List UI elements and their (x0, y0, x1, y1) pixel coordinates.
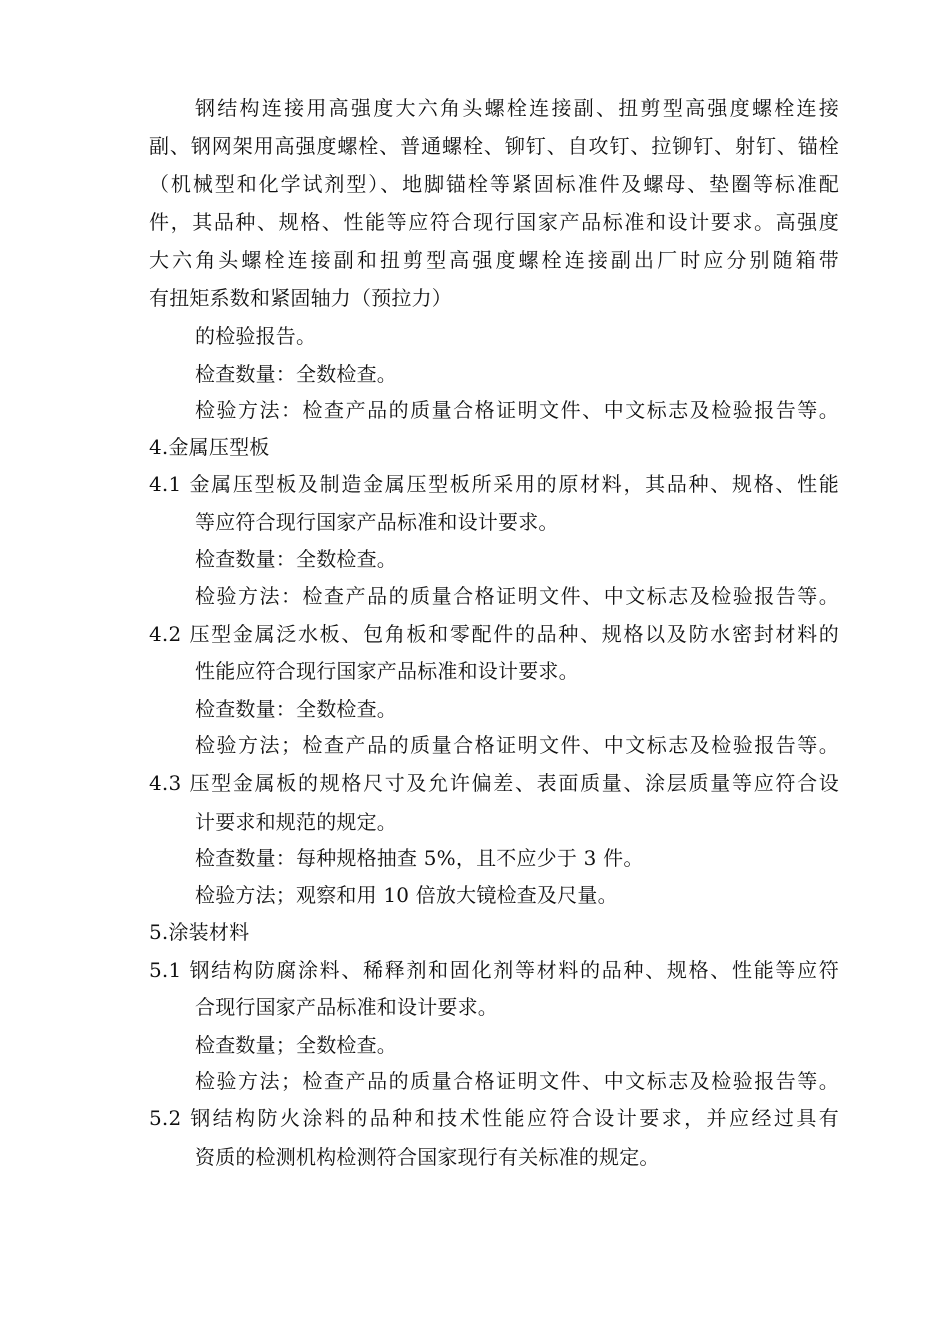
inspection-quantity: 检查数量：每种规格抽查 5%，且不应少于 3 件。 (195, 846, 644, 870)
inspection-method: 检验方法：检查产品的质量合格证明文件、中文标志及检验报告等。 (195, 584, 839, 608)
paragraph-line: 件，其品种、规格、性能等应符合现行国家产品标准和设计要求。高强度 (149, 210, 839, 234)
inspection-quantity: 检查数量：全数检查。 (195, 697, 397, 721)
clause-line: 5.2 钢结构防火涂料的品种和技术性能应符合设计要求，并应经过具有 (149, 1106, 839, 1130)
inspection-method: 检验方法；观察和用 10 倍放大镜检查及尺量。 (195, 883, 618, 907)
clause-line: 4.2 压型金属泛水板、包角板和零配件的品种、规格以及防水密封材料的 (149, 622, 839, 646)
inspection-quantity: 检查数量：全数检查。 (195, 362, 397, 386)
clause-line: 4.1 金属压型板及制造金属压型板所采用的原材料，其品种、规格、性能 (149, 472, 839, 496)
clause-line: 计要求和规范的规定。 (195, 810, 397, 834)
paragraph-line: 有扭矩系数和紧固轴力（预拉力） (149, 286, 452, 310)
inspection-method: 检验方法；检查产品的质量合格证明文件、中文标志及检验报告等。 (195, 1069, 839, 1093)
inspection-method: 检验方法：检查产品的质量合格证明文件、中文标志及检验报告等。 (195, 398, 839, 422)
section-heading: 5.涂装材料 (149, 920, 250, 944)
paragraph-line: 钢结构连接用高强度大六角头螺栓连接副、扭剪型高强度螺栓连接 (195, 96, 839, 120)
inspection-quantity: 检查数量：全数检查。 (195, 547, 397, 571)
clause-line: 合现行国家产品标准和设计要求。 (195, 995, 498, 1019)
clause-line: 等应符合现行国家产品标准和设计要求。 (195, 510, 559, 534)
inspection-quantity: 检查数量；全数检查。 (195, 1033, 397, 1057)
paragraph-line: 大六角头螺栓连接副和扭剪型高强度螺栓连接副出厂时应分别随箱带 (149, 248, 839, 272)
paragraph-line: 的检验报告。 (195, 324, 317, 348)
inspection-method: 检验方法；检查产品的质量合格证明文件、中文标志及检验报告等。 (195, 733, 839, 757)
clause-line: 资质的检测机构检测符合国家现行有关标准的规定。 (195, 1145, 660, 1169)
section-heading: 4.金属压型板 (149, 435, 270, 459)
clause-line: 4.3 压型金属板的规格尺寸及允许偏差、表面质量、涂层质量等应符合设 (149, 771, 839, 795)
clause-line: 性能应符合现行国家产品标准和设计要求。 (195, 659, 579, 683)
paragraph-line: 副、钢网架用高强度螺栓、普通螺栓、铆钉、自攻钉、拉铆钉、射钉、锚栓 (149, 134, 839, 158)
paragraph-line: （机械型和化学试剂型）、地脚锚栓等紧固标准件及螺母、垫圈等标准配 (149, 172, 839, 196)
clause-line: 5.1 钢结构防腐涂料、稀释剂和固化剂等材料的品种、规格、性能等应符 (149, 958, 839, 982)
